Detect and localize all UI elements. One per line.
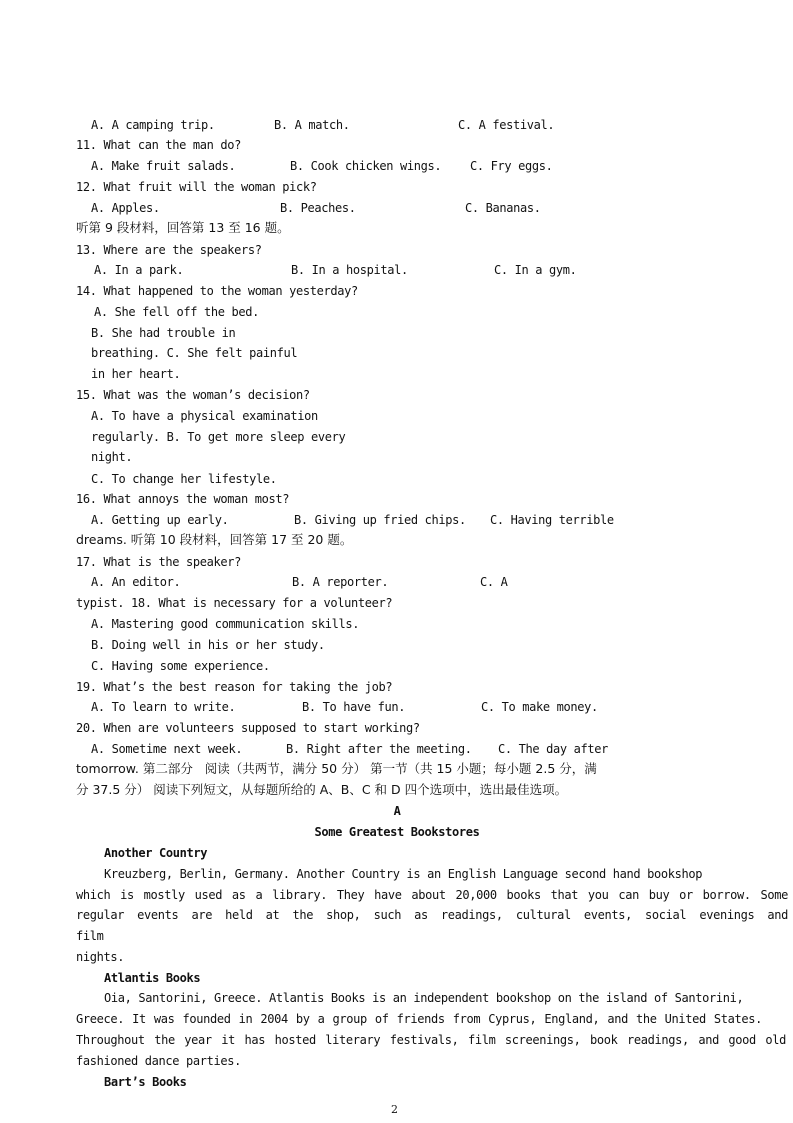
q15-line-1: A. To have a physical examination — [91, 409, 318, 423]
q18-option-a: A. Mastering good communication skills. — [91, 617, 360, 631]
question-17: 17. What is the speaker? — [76, 555, 241, 569]
store-1-line-1: Kreuzberg, Berlin, Germany. Another Country is an English Language second hand bookshop — [104, 867, 703, 881]
question-12: 12. What fruit will the woman pick? — [76, 180, 317, 194]
store-2-line-2: Greece. It was founded in 2004 by a group of friends from Cyprus, England, and the United States. — [76, 1012, 762, 1026]
q19-option-c: C. To make money. — [481, 700, 598, 714]
q12-option-a: A. Apples. — [91, 201, 160, 215]
q13-option-c: C. In a gym. — [494, 263, 577, 277]
question-20: 20. When are volunteers supposed to start working? — [76, 721, 420, 735]
q10-option-c: C. A festival. — [458, 118, 555, 132]
q17-wrap-question-18: typist. 18. What is necessary for a volunteer? — [76, 596, 393, 610]
store-3-name: Bart’s Books — [104, 1075, 187, 1089]
q14-line-1: A. She fell off the bed. — [94, 305, 259, 319]
q14-line-2: B. She had trouble in — [91, 326, 236, 340]
passage-title: Some Greatest Bookstores — [314, 825, 480, 839]
q17-option-c: C. A — [480, 575, 508, 589]
q15-line-3: night. — [91, 450, 133, 464]
question-15: 15. What was the woman’s decision? — [76, 388, 310, 402]
part-two-heading: tomorrow. 第二部分 阅读（共两节，满分 50 分） 第一节（共 15 小题；每小题 2.5 分，满 — [76, 761, 597, 776]
store-1-line-5: nights. — [76, 950, 125, 964]
section-9-instruction: 听第 9 段材料，回答第 13 至 16 题。 — [76, 220, 290, 235]
q11-option-a: A. Make fruit salads. — [91, 159, 236, 173]
q19-option-b: B. To have fun. — [302, 700, 406, 714]
q16-option-b: B. Giving up fried chips. — [294, 513, 466, 527]
store-2-line-1: Oia, Santorini, Greece. Atlantis Books is an independent bookshop on the island of Santorini, — [104, 991, 744, 1005]
q20-option-b: B. Right after the meeting. — [286, 742, 472, 756]
store-2-name: Atlantis Books — [104, 971, 201, 985]
q17-option-a: A. An editor. — [91, 575, 181, 589]
q15-line-4: C. To change her lifestyle. — [91, 472, 277, 486]
question-19: 19. What’s the best reason for taking the job? — [76, 680, 393, 694]
store-1-name: Another Country — [104, 846, 208, 860]
q20-option-c: C. The day after — [498, 742, 608, 756]
question-14: 14. What happened to the woman yesterday? — [76, 284, 358, 298]
q10-option-b: B. A match. — [274, 118, 350, 132]
store-1-line-3: regular events are held at the shop, such as readings, cultural events, social evenings and — [76, 908, 788, 922]
page-number: 2 — [391, 1103, 398, 1116]
q11-option-c: C. Fry eggs. — [470, 159, 553, 173]
question-13: 13. Where are the speakers? — [76, 243, 262, 257]
q11-option-b: B. Cook chicken wings. — [290, 159, 442, 173]
q18-option-b: B. Doing well in his or her study. — [91, 638, 325, 652]
q13-option-b: B. In a hospital. — [291, 263, 408, 277]
q19-option-a: A. To learn to write. — [91, 700, 236, 714]
q17-option-b: B. A reporter. — [292, 575, 389, 589]
q12-option-b: B. Peaches. — [280, 201, 356, 215]
q12-option-c: C. Bananas. — [465, 201, 541, 215]
q15-line-2: regularly. B. To get more sleep every — [91, 430, 346, 444]
q10-option-a: A. A camping trip. — [91, 118, 215, 132]
store-2-line-3: Throughout the year it has hosted literary festivals, film screenings, book readings, and good old — [76, 1033, 786, 1047]
q16-option-a: A. Getting up early. — [91, 513, 229, 527]
store-2-line-4: fashioned dance parties. — [76, 1054, 241, 1068]
q18-option-c: C. Having some experience. — [91, 659, 270, 673]
question-11: 11. What can the man do? — [76, 138, 241, 152]
store-1-line-4: film — [76, 929, 104, 943]
q14-line-3: breathing. C. She felt painful — [91, 346, 298, 360]
store-1-line-2: which is mostly used as a library. They have about 20,000 books that you can buy or borrow. Some — [76, 888, 788, 902]
q20-option-a: A. Sometime next week. — [91, 742, 243, 756]
question-16: 16. What annoys the woman most? — [76, 492, 290, 506]
q16-option-c: C. Having terrible — [490, 513, 614, 527]
q14-line-4: in her heart. — [91, 367, 181, 381]
reading-instruction: 分 37.5 分） 阅读下列短文，从每题所给的 A、B、C 和 D 四个选项中，选出最佳选项。 — [76, 782, 568, 797]
passage-letter: A — [393, 804, 401, 818]
q13-option-a: A. In a park. — [94, 263, 184, 277]
section-10-instruction: dreams. 听第 10 段材料，回答第 17 至 20 题。 — [76, 532, 353, 547]
